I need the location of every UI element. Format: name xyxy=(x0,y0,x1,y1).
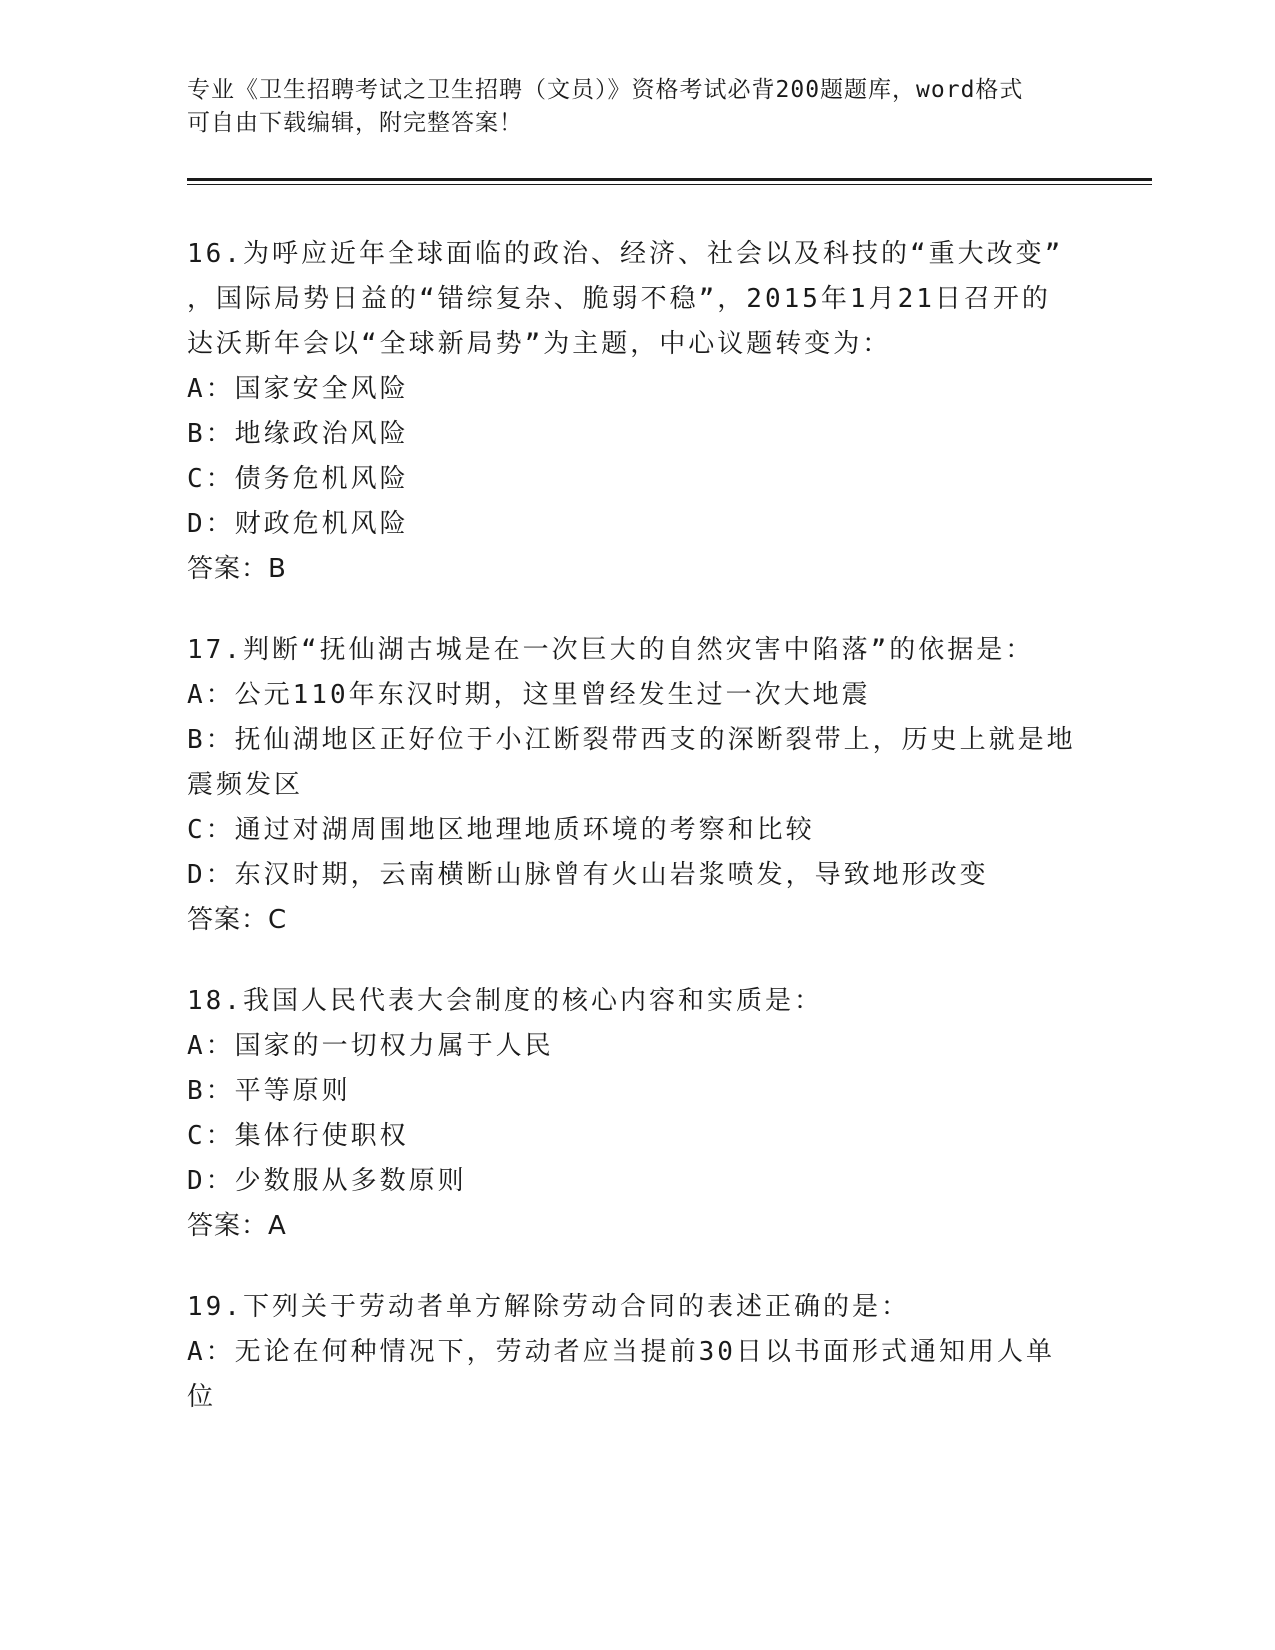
question-block xyxy=(187,628,1087,943)
answer-option: D：东汉时期，云南横断山脉曾有火山岩浆喷发，导致地形改变 xyxy=(187,860,989,890)
question-block xyxy=(187,979,1087,1249)
answer-option: 震频发区 xyxy=(187,770,304,800)
answer-option: C：债务危机风险 xyxy=(187,464,409,494)
answer-option: 位 xyxy=(187,1382,217,1412)
answer-option: B：抚仙湖地区正好位于小江断裂带西支的深断裂带上，历史上就是地 xyxy=(187,725,1076,755)
question-stem: 18.我国人民代表大会制度的核心内容和实质是： xyxy=(187,986,823,1016)
answer-option: B：平等原则 xyxy=(187,1076,351,1106)
answer-option: B：地缘政治风险 xyxy=(187,419,409,449)
document-header xyxy=(187,74,1087,140)
answer-option: A：公元110年东汉时期，这里曾经发生过一次大地震 xyxy=(187,680,871,710)
question-block xyxy=(187,232,1087,592)
question-stem: 达沃斯年会以“全球新局势”为主题，中心议题转变为： xyxy=(187,329,892,359)
answer-option: D：财政危机风险 xyxy=(187,509,409,539)
header-title-line-2: 可自由下载编辑，附完整答案！ xyxy=(187,110,523,136)
answer-option: D：少数服从多数原则 xyxy=(187,1166,467,1196)
header-divider-thick xyxy=(187,178,1152,181)
correct-answer: 答案：B xyxy=(187,554,287,584)
answer-option: C：通过对湖周围地区地理地质环境的考察和比较 xyxy=(187,815,815,845)
header-title-line-1: 专业《卫生招聘考试之卫生招聘（文员）》资格考试必背200题题库，word格式 xyxy=(187,77,1024,103)
answer-option: C：集体行使职权 xyxy=(187,1121,409,1151)
answer-option: A：国家的一切权力属于人民 xyxy=(187,1031,554,1061)
correct-answer: 答案：C xyxy=(187,905,288,935)
header-divider-thin xyxy=(187,184,1152,185)
question-list xyxy=(187,232,1087,1456)
question-stem: 19.下列关于劳动者单方解除劳动合同的表述正确的是： xyxy=(187,1292,910,1322)
question-stem: 17.判断“抚仙湖古城是在一次巨大的自然灾害中陷落”的依据是： xyxy=(187,635,1035,665)
question-block xyxy=(187,1285,1087,1420)
question-stem: 16.为呼应近年全球面临的政治、经济、社会以及科技的“重大改变” xyxy=(187,239,1064,269)
question-stem: ，国际局势日益的“错综复杂、脆弱不稳”，2015年1月21日召开的 xyxy=(187,284,1051,314)
correct-answer: 答案：A xyxy=(187,1211,287,1241)
answer-option: A：国家安全风险 xyxy=(187,374,409,404)
answer-option: A：无论在何种情况下，劳动者应当提前30日以书面形式通知用人单 xyxy=(187,1337,1055,1367)
